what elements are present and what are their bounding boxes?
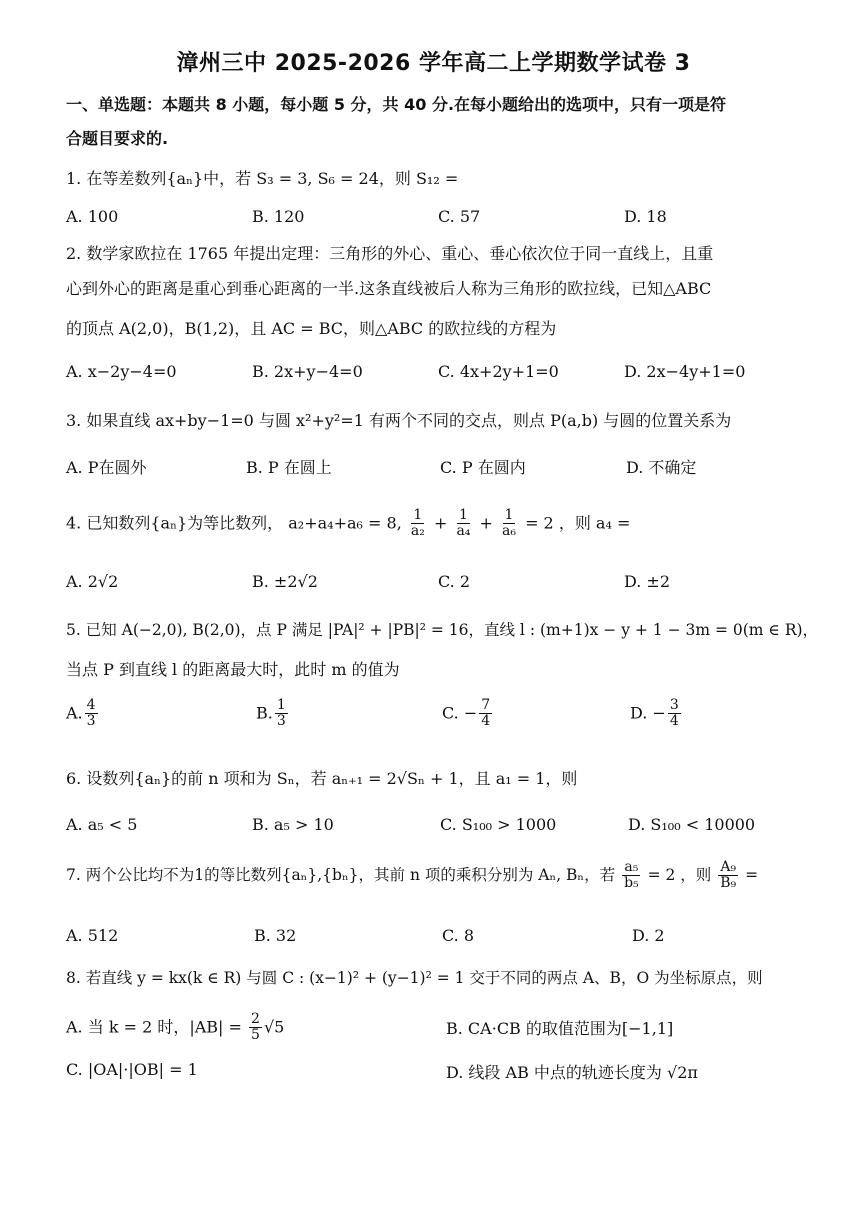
- q7-frac-1-den: b₅: [624, 875, 639, 892]
- q8-option-a-frac: [249, 1012, 262, 1044]
- q5-option-c: [442, 698, 494, 730]
- q7-option-d: D. 2: [632, 926, 665, 945]
- q5-option-a-frac: [85, 698, 98, 730]
- q8-option-d: D. 线段 AB 中点的轨迹长度为 √2π: [446, 1063, 698, 1082]
- q5-option-b: [256, 698, 290, 730]
- q1-option-a: A. 100: [66, 207, 119, 226]
- q8-option-b: B. CA·CB 的取值范围为[−1,1]: [446, 1019, 674, 1038]
- q8-option-a-label: A. 当 k = 2 时，|AB| =: [66, 1017, 248, 1037]
- question-1-text: 1. 在等差数列{aₙ}中，若 S₃ = 3, S₆ = 24，则 S₁₂ =: [66, 169, 459, 188]
- question-5-line1: 5. 已知 A(−2,0), B(2,0)，点 P 满足 |PA|² + |PB|² = 16，直线 l : (m+1)x − y + 1 − 3m = 0(m ∈ R)，: [66, 621, 819, 639]
- question-6-text: 6. 设数列{aₙ}的前 n 项和为 Sₙ，若 aₙ₊₁ = 2√Sₙ + 1，且 a₁ = 1，则: [66, 769, 578, 788]
- q1-option-b: B. 120: [252, 207, 305, 226]
- q5-option-c-num: 7: [481, 697, 491, 713]
- question-2-line1: 2. 数学家欧拉在 1765 年提出定理：三角形的外心、重心、垂心依次位于同一直线上，且重: [66, 244, 714, 263]
- q7-option-a: A. 512: [66, 926, 119, 945]
- q4-frac-2-den: a₄: [456, 523, 471, 540]
- q8-option-c: C. |OA|·|OB| = 1: [66, 1060, 198, 1079]
- q7-option-c: C. 8: [442, 926, 475, 945]
- q6-option-b: B. a₅ > 10: [252, 815, 334, 834]
- q7-frac-2: [718, 860, 738, 892]
- q5-option-a: [66, 698, 100, 730]
- q2-option-d: D. 2x−4y+1=0: [624, 362, 746, 381]
- q5-option-d: [630, 698, 683, 730]
- q5-option-c-frac: [479, 698, 492, 730]
- q4-plus-2: +: [479, 513, 493, 533]
- q7-text-start: 7. 两个公比均不为1的等比数列{aₙ},{bₙ}，其前 n 项的乘积分别为 Aₙ, Bₙ，若: [66, 865, 616, 884]
- q7-frac-1-num: a₅: [624, 859, 639, 875]
- q7-text-end: =: [745, 865, 759, 884]
- question-2-line2: 心到外心的距离是重心到垂心距离的一半.这条直线被后人称为三角形的欧拉线，已知△ABC: [66, 279, 712, 298]
- question-4-text: [66, 508, 630, 540]
- q4-option-d: D. ±2: [624, 572, 671, 591]
- question-8-text: 8. 若直线 y = kx(k ∈ R) 与圆 C : (x−1)² + (y−1)² = 1 交于不同的两点 A、B，O 为坐标原点，则: [66, 969, 763, 987]
- q8-option-a: [66, 1012, 284, 1044]
- q8-option-a-num: 2: [251, 1011, 260, 1027]
- q5-option-a-label: A.: [66, 703, 83, 723]
- q5-option-c-label: C. −: [442, 703, 478, 723]
- q4-frac-2: [454, 508, 472, 540]
- q4-frac-1-num: 1: [413, 507, 423, 523]
- q5-option-d-label: D. −: [630, 703, 666, 723]
- q3-option-d: D. 不确定: [626, 458, 697, 477]
- q3-option-b: B. P 在圆上: [246, 458, 332, 477]
- q6-option-c: C. S₁₀₀ > 1000: [440, 815, 557, 834]
- q3-option-c: C. P 在圆内: [440, 458, 526, 477]
- q6-option-a: A. a₅ < 5: [66, 815, 138, 834]
- q5-option-d-den: 4: [669, 713, 679, 730]
- section-heading-line2: 合题目要求的.: [66, 129, 169, 148]
- q7-frac-1: [622, 860, 641, 892]
- q6-option-d: D. S₁₀₀ < 10000: [628, 815, 756, 834]
- q8-option-a-tail: √5: [263, 1017, 285, 1037]
- question-5-line2: 当点 P 到直线 l 的距离最大时，此时 m 的值为: [66, 660, 400, 679]
- q3-option-a: A. P在圆外: [66, 458, 147, 477]
- q5-option-a-num: 4: [86, 697, 96, 713]
- q4-frac-1: [409, 508, 427, 540]
- q5-option-d-frac: [668, 698, 681, 730]
- q4-frac-3: [500, 508, 518, 540]
- q4-frac-3-num: 1: [504, 507, 514, 523]
- q7-option-b: B. 32: [254, 926, 297, 945]
- q5-option-b-num: 1: [276, 697, 286, 713]
- q5-option-c-den: 4: [481, 713, 491, 730]
- q2-option-a: A. x−2y−4=0: [66, 362, 177, 381]
- q8-option-a-den: 5: [251, 1027, 260, 1044]
- q5-option-b-frac: [275, 698, 288, 730]
- q4-text-end: = 2 ，则 a₄ =: [525, 513, 631, 533]
- q1-option-c: C. 57: [438, 207, 481, 226]
- q2-option-c: C. 4x+2y+1=0: [438, 362, 559, 381]
- q4-frac-2-num: 1: [458, 507, 468, 523]
- q5-option-b-label: B.: [256, 703, 273, 723]
- q4-plus-1: +: [433, 513, 448, 533]
- q4-text-start: 4. 已知数列{aₙ}为等比数列， a₂+a₄+a₆ = 8,: [66, 513, 402, 533]
- q7-frac-2-num: A₉: [720, 859, 737, 875]
- question-3-text: 3. 如果直线 ax+by−1=0 与圆 x²+y²=1 有两个不同的交点，则点 P(a,b) 与圆的位置关系为: [66, 411, 732, 430]
- q4-frac-3-den: a₆: [502, 523, 516, 540]
- q5-option-d-num: 3: [669, 697, 679, 713]
- section-heading-line1: 一、单选题：本题共 8 小题，每小题 5 分，共 40 分.在每小题给出的选项中，只有一项是符: [66, 95, 727, 114]
- q2-option-b: B. 2x+y−4=0: [252, 362, 363, 381]
- q5-option-b-den: 3: [276, 713, 286, 730]
- q4-frac-1-den: a₂: [410, 523, 425, 540]
- question-7-text: [66, 860, 758, 892]
- q1-option-d: D. 18: [624, 207, 667, 226]
- exam-title: 漳州三中 2025-2026 学年高二上学期数学试卷 3: [176, 51, 691, 76]
- question-2-line3: 的顶点 A(2,0)，B(1,2)，且 AC = BC，则△ABC 的欧拉线的方程为: [66, 319, 557, 338]
- q4-option-c: C. 2: [438, 572, 471, 591]
- q7-frac-2-den: B₉: [720, 875, 737, 892]
- q7-text-mid: = 2 ，则: [647, 865, 712, 884]
- q4-option-a: A. 2√2: [66, 572, 119, 591]
- q4-option-b: B. ±2√2: [252, 572, 318, 591]
- q5-option-a-den: 3: [86, 713, 96, 730]
